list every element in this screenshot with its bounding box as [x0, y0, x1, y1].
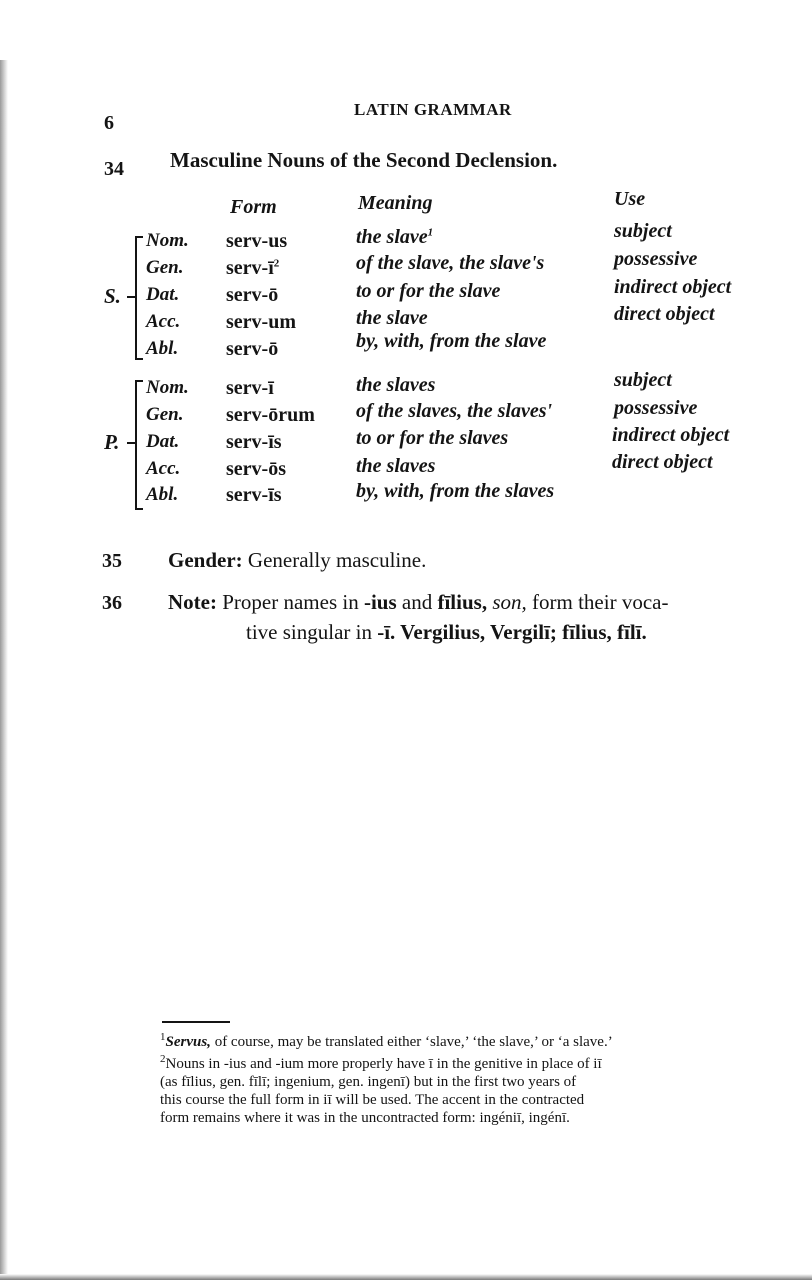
plural-case-acc: Acc. [146, 458, 181, 479]
section-number-36: 36 [102, 592, 122, 614]
footnote-2-line-4: form remains where it was in the uncontracted form: ingéniī, ingénī. [160, 1110, 570, 1126]
plural-form-abl: serv-īs [226, 484, 282, 506]
gender-label: Gender: [168, 548, 243, 572]
plural-meaning-acc: the slaves [356, 455, 436, 477]
section-number-34: 34 [104, 158, 124, 180]
singular-use-nom: subject [614, 220, 672, 242]
singular-form-dat: serv-ō [226, 284, 279, 306]
singular-label: S. [104, 284, 121, 308]
singular-use-acc: direct object [614, 303, 715, 325]
plural-meaning-dat: to or for the slaves [356, 427, 509, 449]
singular-form-nom: serv-us [226, 230, 288, 252]
column-header-meaning: Meaning [358, 192, 433, 214]
column-header-form: Form [230, 196, 277, 218]
singular-meaning-nom: the slave$^1$ [356, 226, 434, 248]
plural-brace-tick [127, 442, 135, 444]
note-line-1: Note: Proper names in -ius and fīlius, son, form their voca- [168, 590, 669, 614]
footnote-rule [162, 1021, 230, 1023]
singular-meaning-acc: the slave [356, 307, 428, 329]
plural-use-acc: direct object [612, 451, 713, 473]
singular-case-dat: Dat. [146, 284, 180, 305]
running-title: LATIN GRAMMAR [354, 100, 512, 119]
section-number-35: 35 [102, 550, 122, 572]
plural-use-nom: subject [614, 369, 672, 391]
singular-case-abl: Abl. [146, 338, 179, 359]
plural-case-gen: Gen. [146, 404, 184, 425]
gender-text: Generally masculine. [247, 548, 427, 572]
page-number: 6 [104, 112, 114, 134]
footnote-2-line-1: $^2$Nouns in -ius and -ium more properly have ī in the genitive in place of iī [160, 1053, 602, 1072]
footnote-1: $^1$Servus, of course, may be translated either ‘slave,’ ‘the slave,’ or ‘a slave.’ [160, 1031, 613, 1050]
singular-case-nom: Nom. [146, 230, 189, 251]
plural-label: P. [104, 430, 120, 454]
note-line-2: tive singular in -ī. Vergilius, Vergilī; fīlius, fīlī. [246, 620, 647, 644]
gender-paragraph [168, 548, 426, 573]
singular-case-gen: Gen. [146, 257, 184, 278]
plural-use-dat: indirect object [612, 424, 730, 446]
singular-use-dat: indirect object [614, 276, 732, 298]
page-bottom-shadow [0, 1274, 812, 1280]
footnote-2 [160, 1050, 780, 1127]
note-label: Note: [168, 590, 217, 614]
plural-case-abl: Abl. [146, 484, 179, 505]
singular-brace-tick [127, 296, 135, 298]
plural-form-nom: serv-ī [226, 377, 274, 399]
plural-case-nom: Nom. [146, 377, 189, 398]
singular-meaning-dat: to or for the slave [356, 280, 501, 302]
plural-form-acc: serv-ōs [226, 458, 286, 480]
plural-form-gen: serv-ōrum [226, 404, 315, 426]
plural-meaning-nom: the slaves [356, 374, 436, 396]
plural-brace [135, 380, 143, 510]
singular-form-acc: serv-um [226, 311, 296, 333]
singular-meaning-gen: of the slave, the slave's [356, 252, 545, 274]
section-heading: Masculine Nouns of the Second Declension. [170, 148, 558, 172]
plural-case-dat: Dat. [146, 431, 180, 452]
singular-form-gen: serv-$ī^2$ [226, 257, 280, 279]
footnote-2-line-3: this course the full form in iī will be used. The accent in the contracted [160, 1092, 585, 1108]
plural-meaning-gen: of the slaves, the slaves' [356, 400, 553, 422]
footnote-2-line-2: (as fīlius, gen. fīlī; ingenium, gen. ingenī) but in the first two years of [160, 1074, 577, 1090]
singular-brace [135, 236, 143, 360]
singular-form-abl: serv-ō [226, 338, 279, 360]
page-edge-shadow [0, 60, 8, 1280]
column-header-use: Use [614, 188, 646, 210]
singular-use-gen: possessive [614, 248, 698, 270]
plural-use-gen: possessive [614, 397, 698, 419]
singular-meaning-abl: by, with, from the slave [356, 330, 547, 352]
plural-form-dat: serv-īs [226, 431, 282, 453]
plural-meaning-abl: by, with, from the slaves [356, 480, 555, 502]
singular-case-acc: Acc. [146, 311, 181, 332]
